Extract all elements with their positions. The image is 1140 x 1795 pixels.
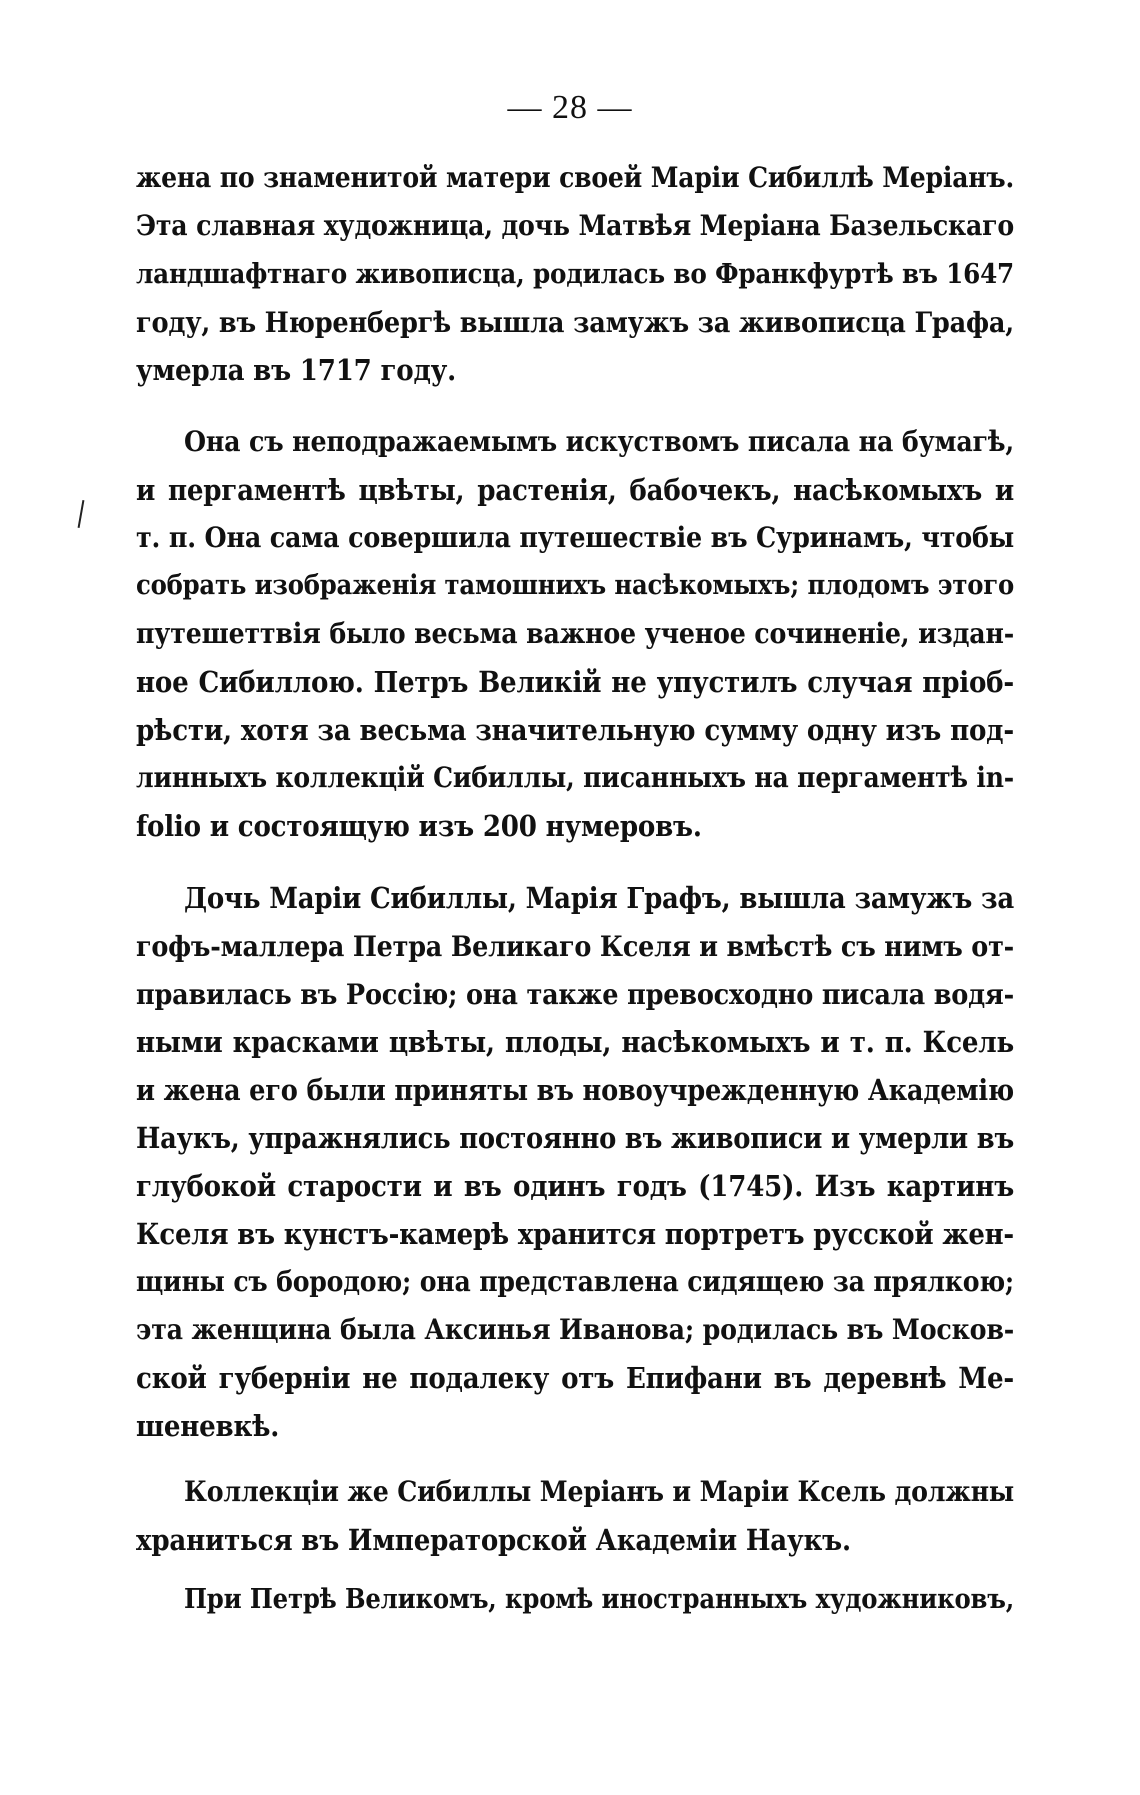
text-line: линныхъ коллекцій Сибиллы, писанныхъ на пергаментѣ in-	[136, 761, 1014, 794]
text-line: правилась въ Россію; она также превосходно писала водя-	[136, 977, 1014, 1011]
text-line: умерла въ 1717 году.	[136, 353, 457, 387]
text-line: путешеттвія было весьма важное ученое сочиненіе, издан-	[136, 617, 1014, 650]
text-line: эта женщина была Аксинья Иванова; родилась въ Москов-	[136, 1313, 1014, 1346]
text-line: folio и состоящую изъ 200 нумеровъ.	[136, 809, 702, 843]
text-line: Дочь Маріи Сибиллы, Марія Графъ, вышла замужъ за	[184, 881, 1014, 915]
text-line: рѣсти, хотя за весьма значительную сумму одну изъ под-	[136, 713, 1014, 747]
text-line: т. п. Она сама совершила путешествіе въ Суринамъ, чтобы	[136, 521, 1014, 554]
paragraph-1	[136, 154, 1014, 394]
text-line: жена по знаменитой матери своей Маріи Сибиллѣ Меріанъ.	[136, 161, 1014, 194]
text-line: ное Сибиллою. Петръ Великій не упустилъ случая пріоб-	[136, 665, 1014, 699]
text-line: щины съ бородою; она представлена сидящею за прялкою;	[136, 1265, 1014, 1298]
text-line: Эта славная художница, дочь Матвѣя Меріана Базельскаго	[136, 209, 1014, 242]
text-line: При Петрѣ Великомъ, кромѣ иностранныхъ художниковъ,	[184, 1584, 1014, 1615]
margin-pencil-mark	[78, 500, 85, 528]
text-line: ными красками цвѣты, плоды, насѣкомыхъ и т. п. Ксель	[136, 1025, 1014, 1059]
text-line: ландшафтнаго живописца, родилась во Франкфуртѣ въ 1647	[136, 258, 1014, 290]
text-line: году, въ Нюренбергѣ вышла замужъ за живописца Графа,	[136, 305, 1014, 339]
text-line: и жена его были приняты въ новоучрежденную Академію	[136, 1073, 1014, 1107]
text-line: храниться въ Императорской Академіи Наукъ.	[136, 1523, 851, 1557]
text-line: Она съ неподражаемымъ искуствомъ писала на бумагѣ,	[184, 425, 1014, 458]
text-line: и пергаментѣ цвѣты, растенія, бабочекъ, насѣкомыхъ и	[136, 473, 1014, 507]
text-line: шеневкѣ.	[136, 1409, 280, 1443]
text-line: ской губерніи не подалеку отъ Епифани въ деревнѣ Ме-	[136, 1361, 1014, 1395]
text-line: собрать изображенія тамошнихъ насѣкомыхъ; плодомъ этого	[136, 570, 1014, 601]
paragraph-4	[136, 1468, 1014, 1564]
text-line: глубокой старости и въ одинъ годъ (1745). Изъ картинъ	[136, 1169, 1014, 1203]
text-line: гофъ-маллера Петра Великаго Кселя и вмѣстѣ съ нимъ от-	[136, 929, 1014, 963]
text-line: Наукъ, упражнялись постоянно въ живописи и умерли въ	[136, 1121, 1014, 1155]
text-line: Коллекціи же Сибиллы Меріанъ и Маріи Ксель должны	[184, 1475, 1014, 1508]
page-number: — 28 —	[507, 89, 633, 126]
text-line: Кселя въ кунстъ-камерѣ хранится портретъ русской жен-	[136, 1217, 1014, 1251]
paragraph-5	[136, 1576, 1014, 1624]
paragraph-2	[136, 418, 1014, 850]
paragraph-3	[136, 874, 1014, 1450]
